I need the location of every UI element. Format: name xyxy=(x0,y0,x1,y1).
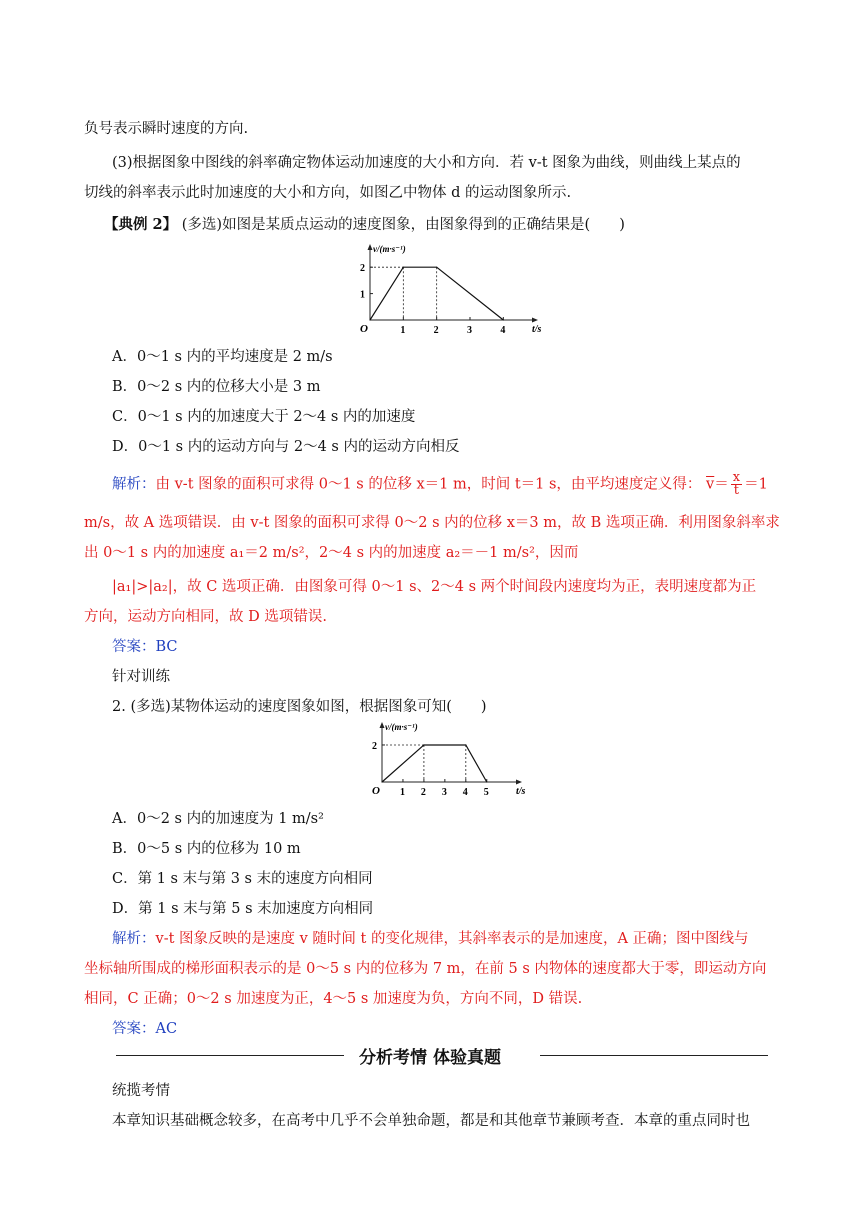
example2-option-d[interactable]: D．0～1 s 内的运动方向与 2～4 s 内的运动方向相反 xyxy=(112,439,460,455)
example2-chart-data-point xyxy=(403,267,404,268)
intro-line-1: 负号表示瞬时速度的方向. xyxy=(84,121,249,137)
intro-line-3: 切线的斜率表示此时加速度的大小和方向，如图乙中物体 d 的运动图象所示. xyxy=(84,185,572,201)
section-subheading: 统揽考情 xyxy=(112,1083,170,1099)
practice-chart-data-point xyxy=(486,781,487,782)
avg-velocity-symbol: $\overline{v}$ xyxy=(706,476,715,493)
practice-question: 2. (多选)某物体运动的速度图象如图，根据图象可知( ) xyxy=(112,699,487,715)
practice-chart-data-point xyxy=(423,744,424,745)
example2-analysis-line-2: m/s，故 A 选项错误．由 v-t 图象的面积可求得 0～2 s 内的位移 x＝3 m，故 B 选项正确．利用图象斜率求 xyxy=(84,515,780,531)
practice-option-d[interactable]: D．第 1 s 末与第 5 s 末加速度方向相同 xyxy=(112,901,374,917)
example2-chart-y-tick-label: 1 xyxy=(360,289,365,301)
practice-chart-x-tick-label: 3 xyxy=(441,787,447,798)
example2-chart-data-point xyxy=(436,267,437,268)
practice-answer: 答案：AC xyxy=(112,1021,178,1037)
example2-chart-y-tick-label: 2 xyxy=(360,263,365,275)
practice-chart-y-arrow xyxy=(380,722,385,728)
example2-chart-data-point xyxy=(503,319,504,320)
example2-tag: 【典例 2】 xyxy=(104,216,178,233)
practice-analysis-line-3: 相同，C 正确；0～2 s 加速度为正，4～5 s 加速度为负，方向不同，D 错误. xyxy=(84,991,583,1007)
practice-option-c[interactable]: C．第 1 s 末与第 3 s 末的速度方向相同 xyxy=(112,871,373,887)
practice-chart-y-tick-label: 2 xyxy=(372,740,377,752)
example2-analysis-result: ＝1 xyxy=(744,476,768,493)
practice-analysis-text: v-t 图象反映的是速度 v 随时间 t 的变化规律，其斜率表示的是加速度，A 正确；图中图线与 xyxy=(155,931,749,947)
example2-analysis-label: 解析： xyxy=(112,476,156,493)
practice-heading: 针对训练 xyxy=(112,669,170,685)
x-over-t-fraction xyxy=(731,472,742,497)
example2-question xyxy=(104,214,804,236)
fraction-denominator: t xyxy=(733,483,740,498)
section-title: 分析考情 体验真题 xyxy=(359,1048,501,1068)
example2-analysis-line-4: |a₁|>|a₂|，故 C 选项正确．由图象可得 0～1 s、2～4 s 两个时间段内速度均为正，表明速度都为正 xyxy=(112,579,757,595)
example2-chart-x-tick-label: 3 xyxy=(467,325,472,336)
example2-chart-x-axis-label: t/s xyxy=(532,324,542,335)
practice-vt-chart xyxy=(360,716,530,802)
example2-chart-y-arrow xyxy=(368,244,373,250)
example2-chart-y-axis-label: v/(m·s⁻¹) xyxy=(373,244,406,254)
example2-option-a[interactable]: A．0～1 s 内的平均速度是 2 m/s xyxy=(112,349,333,365)
example2-analysis-line-3: 出 0～1 s 内的加速度 a₁＝2 m/s²，2～4 s 内的加速度 a₂＝－1 m/s²，因而 xyxy=(84,545,579,561)
practice-chart-velocity-line xyxy=(382,745,487,782)
practice-chart-x-axis-label: t/s xyxy=(516,786,526,797)
practice-chart-x-tick-label: 1 xyxy=(399,787,405,798)
example2-chart-x-arrow xyxy=(532,318,538,323)
equals-sign: ＝ xyxy=(714,476,729,493)
practice-analysis-line-2: 坐标轴所围成的梯形面积表示的是 0～5 s 内的位移为 7 m，在前 5 s 内物体的速度都大于零，即运动方向 xyxy=(84,961,767,977)
example2-chart-origin-label: O xyxy=(360,323,368,335)
example2-vt-chart xyxy=(330,236,540,336)
example2-chart-x-tick-label: 2 xyxy=(433,325,439,336)
section-text: 本章知识基础概念较多，在高考中几乎不会单独命题，都是和其他章节兼顾考查．本章的重点同时也 xyxy=(112,1113,750,1129)
example2-question-text: (多选)如图是某质点运动的速度图象，由图象得到的正确结果是( ) xyxy=(181,217,625,233)
practice-chart-origin-label: O xyxy=(372,785,380,797)
example2-answer: 答案：BC xyxy=(112,639,178,655)
practice-chart-x-tick-label: 2 xyxy=(420,787,426,798)
practice-chart-x-tick-label: 4 xyxy=(462,787,468,798)
fraction-numerator: x xyxy=(732,470,741,485)
practice-chart-y-axis-label: v/(m·s⁻¹) xyxy=(385,722,418,732)
section-rule-right xyxy=(540,1055,768,1056)
example2-chart-data-point xyxy=(369,319,370,320)
practice-option-a[interactable]: A．0～2 s 内的加速度为 1 m/s² xyxy=(112,811,324,827)
practice-chart-x-arrow xyxy=(516,780,522,785)
example2-chart-x-tick-label: 4 xyxy=(500,325,506,336)
example2-chart-x-tick-label: 1 xyxy=(400,325,406,336)
practice-chart-data-point xyxy=(381,781,382,782)
intro-line-2: (3)根据图象中图线的斜率确定物体运动加速度的大小和方向．若 v-t 图象为曲线，则曲线上某点的 xyxy=(112,155,741,171)
example2-analysis-line-5: 方向，运动方向相同，故 D 选项错误. xyxy=(84,609,327,625)
example2-option-c[interactable]: C．0～1 s 内的加速度大于 2～4 s 内的加速度 xyxy=(112,409,416,425)
example2-option-b[interactable]: B．0～2 s 内的位移大小是 3 m xyxy=(112,379,321,395)
practice-chart-x-tick-label: 5 xyxy=(483,787,489,798)
practice-analysis-line-1 xyxy=(112,928,812,950)
practice-chart-data-point xyxy=(465,744,466,745)
practice-option-b[interactable]: B．0～5 s 内的位移为 10 m xyxy=(112,841,301,857)
example2-analysis-text: 由 v-t 图象的面积可求得 0～1 s 的位移 x＝1 m，时间 t＝1 s，由平均速度定义得： xyxy=(155,476,702,493)
practice-analysis-label: 解析： xyxy=(112,931,156,947)
example2-analysis-line-1 xyxy=(112,472,812,497)
